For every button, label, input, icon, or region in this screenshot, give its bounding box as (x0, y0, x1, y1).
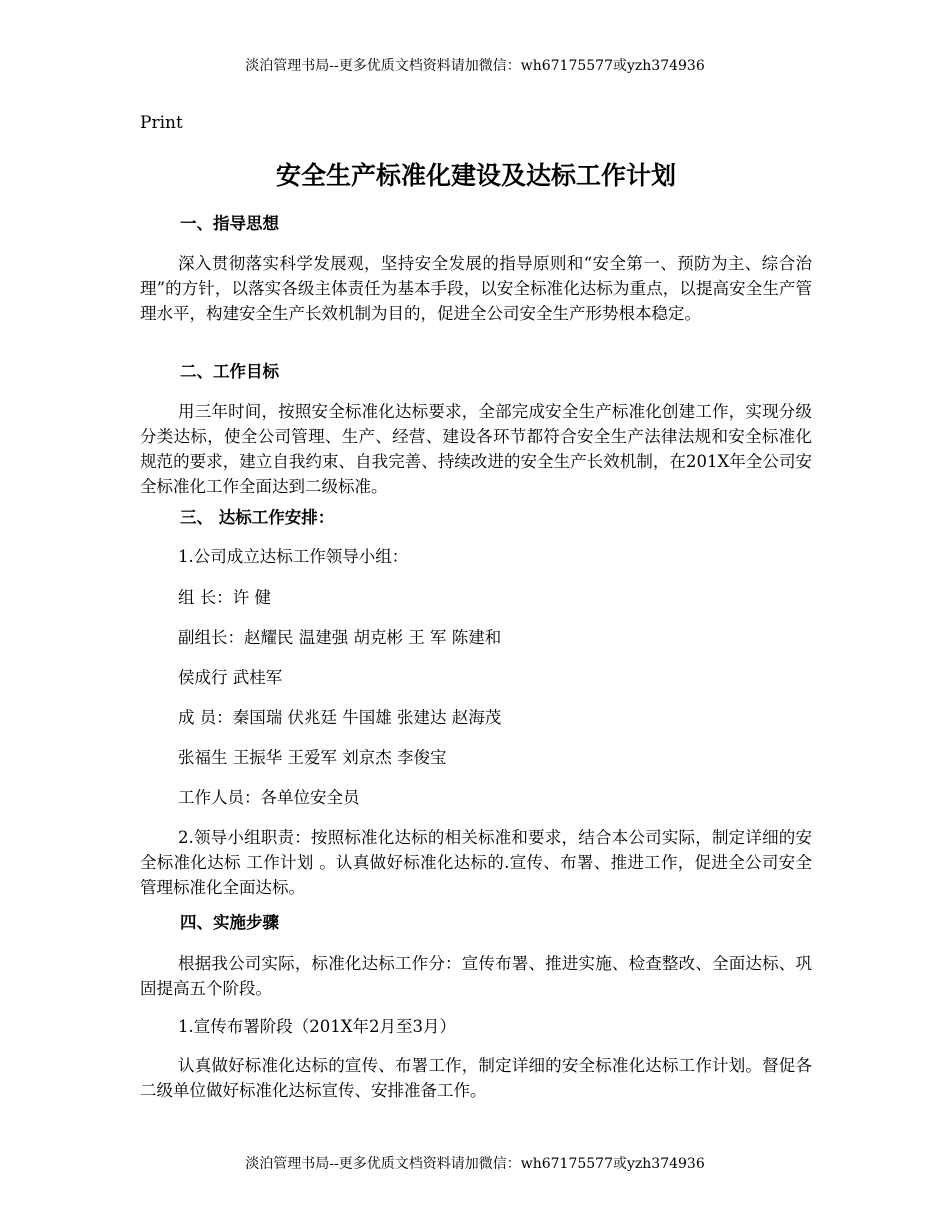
members-line-1: 成 员：秦国瑞 伏兆廷 牛国雄 张建达 赵海茂 (178, 708, 502, 727)
members-line-2: 张福生 王振华 王爱军 刘京杰 李俊宝 (178, 748, 447, 767)
section-heading-implementation-steps: 四、实施步骤 (180, 913, 279, 932)
group-leader-line: 组 长：许 健 (178, 588, 271, 607)
deputy-leaders-line-2: 侯成行 武桂军 (178, 668, 283, 687)
paragraph-work-goals: 用三年时间，按照安全标准化达标要求，全部完成安全生产标准化创建工作，实现分级分类达标，使全公司管理、生产、经营、建设各环节都符合安全生产法律法规和安全标准化规范的要求，建立自我约束、自我完善、持续改进的安全生产长效机制，在201X年全公司安全标准化工作全面达到二级标准。 (140, 402, 812, 496)
deputy-leaders-line-1: 副组长：赵耀民 温建强 胡克彬 王 军 陈建和 (178, 628, 502, 647)
paragraph-group-duties: 2.领导小组职责：按照标准化达标的相关标准和要求，结合本公司实际，制定详细的安全标准化达标 工作计划 。认真做好标准化达标的.宣传、布署、推进工作，促进全公司安全管理标准化全面达标。 (140, 828, 812, 897)
paragraph-phase-1: 认真做好标准化达标的宣传、布署工作，制定详细的安全标准化达标工作计划。督促各二级单位做好标准化达标宣传、安排准备工作。 (140, 1056, 812, 1100)
staff-line: 工作人员：各单位安全员 (178, 788, 360, 807)
print-label: Print (140, 113, 183, 133)
item-leading-group: 1.公司成立达标工作领导小组： (178, 547, 409, 566)
page-header: 淡泊管理书局--更多优质文档资料请加微信：wh67175577或yzh374936 (245, 58, 705, 74)
paragraph-guiding-ideology: 深入贯彻落实科学发展观，坚持安全发展的指导原则和“安全第一、预防为主、综合治理”的方针，以落实各级主体责任为基本手段，以安全标准化达标为重点，以提高安全生产管理水平，构建安全生产长效机制为目的，促进全公司安全生产形势根本稳定。 (140, 254, 812, 323)
phase-1-heading: 1.宣传布署阶段（201X年2月至3月） (178, 1017, 456, 1036)
section-heading-guiding-ideology: 一、指导思想 (180, 214, 279, 233)
paragraph-implementation-steps: 根据我公司实际，标准化达标工作分：宣传布署、推进实施、检查整改、全面达标、巩固提高五个阶段。 (140, 954, 812, 998)
section-heading-work-arrangement: 三、 达标工作安排： (180, 508, 335, 527)
page-footer: 淡泊管理书局--更多优质文档资料请加微信：wh67175577或yzh374936 (245, 1156, 705, 1172)
document-title: 安全生产标准化建设及达标工作计划 (275, 161, 676, 190)
section-heading-work-goals: 二、工作目标 (180, 362, 279, 381)
